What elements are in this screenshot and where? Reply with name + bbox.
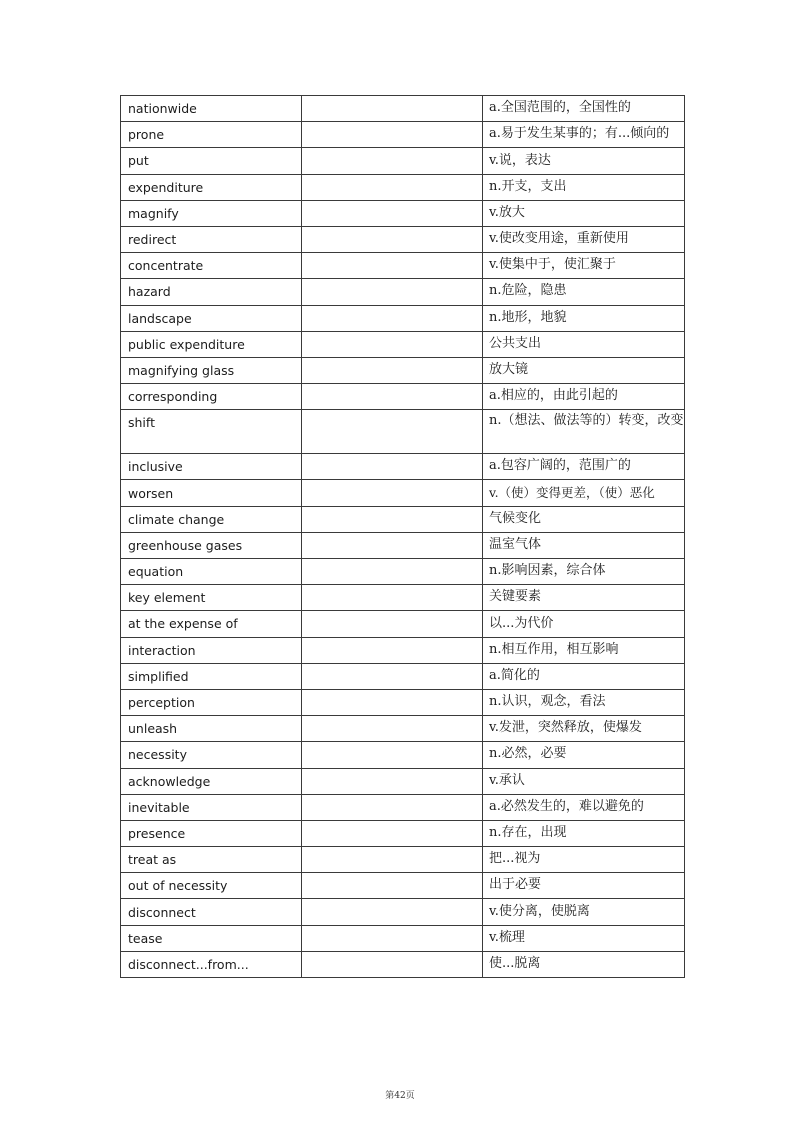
- blank-cell: [302, 559, 483, 585]
- table-row: [121, 794, 685, 820]
- meaning-cell: v.（使）变得更差，（使）恶化: [483, 480, 685, 506]
- meaning-cell: v.说，表达: [483, 148, 685, 174]
- blank-cell: [302, 689, 483, 715]
- table-row: [121, 559, 685, 585]
- blank-cell: [302, 820, 483, 846]
- word-cell: necessity: [121, 742, 302, 768]
- table-row: [121, 716, 685, 742]
- blank-cell: [302, 611, 483, 637]
- blank-cell: [302, 148, 483, 174]
- meaning-cell: n.必然，必要: [483, 742, 685, 768]
- meaning-cell: v.发泄，突然释放，使爆发: [483, 716, 685, 742]
- meaning-cell: v.承认: [483, 768, 685, 794]
- blank-cell: [302, 331, 483, 357]
- meaning-cell: n.危险，隐患: [483, 279, 685, 305]
- table-row: [121, 847, 685, 873]
- table-row: [121, 200, 685, 226]
- meaning-cell: v.使改变用途，重新使用: [483, 226, 685, 252]
- table-row: [121, 663, 685, 689]
- table-row: [121, 532, 685, 558]
- blank-cell: [302, 663, 483, 689]
- meaning-cell: v.梳理: [483, 925, 685, 951]
- meaning-cell: v.使集中于，使汇聚于: [483, 253, 685, 279]
- meaning-cell: n.相互作用，相互影响: [483, 637, 685, 663]
- blank-cell: [302, 357, 483, 383]
- meaning-cell: n.开支，支出: [483, 174, 685, 200]
- word-cell: public expenditure: [121, 331, 302, 357]
- meaning-cell: n.地形，地貌: [483, 305, 685, 331]
- table-row: [121, 357, 685, 383]
- meaning-cell: n.（想法、做法等的）转变，改变: [483, 410, 685, 454]
- table-row: [121, 279, 685, 305]
- blank-cell: [302, 532, 483, 558]
- meaning-cell: a.相应的，由此引起的: [483, 384, 685, 410]
- blank-cell: [302, 768, 483, 794]
- meaning-cell: n.存在，出现: [483, 820, 685, 846]
- meaning-cell: 把...视为: [483, 847, 685, 873]
- word-cell: magnify: [121, 200, 302, 226]
- meaning-cell: n.认识，观念，看法: [483, 689, 685, 715]
- blank-cell: [302, 226, 483, 252]
- meaning-cell: a.必然发生的，难以避免的: [483, 794, 685, 820]
- table-row: [121, 253, 685, 279]
- table-row: [121, 305, 685, 331]
- word-cell: redirect: [121, 226, 302, 252]
- meaning-cell: 放大镜: [483, 357, 685, 383]
- table-row: [121, 585, 685, 611]
- blank-cell: [302, 847, 483, 873]
- table-row: [121, 384, 685, 410]
- table-row: [121, 637, 685, 663]
- word-cell: concentrate: [121, 253, 302, 279]
- blank-cell: [302, 253, 483, 279]
- table-row: [121, 925, 685, 951]
- word-cell: inevitable: [121, 794, 302, 820]
- blank-cell: [302, 200, 483, 226]
- blank-cell: [302, 716, 483, 742]
- meaning-cell: a.易于发生某事的；有...倾向的: [483, 122, 685, 148]
- table-row: [121, 454, 685, 480]
- table-row: [121, 122, 685, 148]
- meaning-cell: a.全国范围的，全国性的: [483, 96, 685, 122]
- meaning-cell: v.使分离，使脱离: [483, 899, 685, 925]
- word-cell: tease: [121, 925, 302, 951]
- table-row: [121, 506, 685, 532]
- table-row: [121, 96, 685, 122]
- blank-cell: [302, 279, 483, 305]
- meaning-cell: v.放大: [483, 200, 685, 226]
- blank-cell: [302, 305, 483, 331]
- blank-cell: [302, 899, 483, 925]
- vocabulary-table-body: [121, 96, 685, 978]
- table-row: [121, 331, 685, 357]
- blank-cell: [302, 122, 483, 148]
- meaning-cell: 关键要素: [483, 585, 685, 611]
- table-row: [121, 174, 685, 200]
- table-row: [121, 611, 685, 637]
- word-cell: perception: [121, 689, 302, 715]
- word-cell: corresponding: [121, 384, 302, 410]
- word-cell: shift: [121, 410, 302, 454]
- meaning-cell: 温室气体: [483, 532, 685, 558]
- blank-cell: [302, 925, 483, 951]
- table-row: [121, 689, 685, 715]
- page-number: 第42页: [385, 1091, 415, 1101]
- meaning-cell: a.简化的: [483, 663, 685, 689]
- meaning-cell: 气候变化: [483, 506, 685, 532]
- blank-cell: [302, 410, 483, 454]
- blank-cell: [302, 96, 483, 122]
- word-cell: worsen: [121, 480, 302, 506]
- blank-cell: [302, 454, 483, 480]
- blank-cell: [302, 480, 483, 506]
- blank-cell: [302, 585, 483, 611]
- word-cell: equation: [121, 559, 302, 585]
- word-cell: interaction: [121, 637, 302, 663]
- word-cell: simplified: [121, 663, 302, 689]
- table-row: [121, 768, 685, 794]
- word-cell: acknowledge: [121, 768, 302, 794]
- word-cell: expenditure: [121, 174, 302, 200]
- meaning-cell: 出于必要: [483, 873, 685, 899]
- blank-cell: [302, 873, 483, 899]
- table-row: [121, 742, 685, 768]
- word-cell: magnifying glass: [121, 357, 302, 383]
- word-cell: key element: [121, 585, 302, 611]
- word-cell: inclusive: [121, 454, 302, 480]
- word-cell: presence: [121, 820, 302, 846]
- meaning-cell: 公共支出: [483, 331, 685, 357]
- vocabulary-table: [120, 95, 685, 978]
- word-cell: disconnect...from...: [121, 951, 302, 977]
- word-cell: nationwide: [121, 96, 302, 122]
- blank-cell: [302, 384, 483, 410]
- table-row: [121, 899, 685, 925]
- word-cell: disconnect: [121, 899, 302, 925]
- table-row: [121, 873, 685, 899]
- word-cell: out of necessity: [121, 873, 302, 899]
- word-cell: prone: [121, 122, 302, 148]
- blank-cell: [302, 174, 483, 200]
- word-cell: unleash: [121, 716, 302, 742]
- meaning-cell: 使...脱离: [483, 951, 685, 977]
- word-cell: landscape: [121, 305, 302, 331]
- blank-cell: [302, 637, 483, 663]
- blank-cell: [302, 951, 483, 977]
- blank-cell: [302, 506, 483, 532]
- word-cell: climate change: [121, 506, 302, 532]
- word-cell: hazard: [121, 279, 302, 305]
- word-cell: greenhouse gases: [121, 532, 302, 558]
- word-cell: treat as: [121, 847, 302, 873]
- table-row: [121, 226, 685, 252]
- word-cell: put: [121, 148, 302, 174]
- meaning-cell: 以...为代价: [483, 611, 685, 637]
- blank-cell: [302, 742, 483, 768]
- table-row: [121, 410, 685, 454]
- table-row: [121, 820, 685, 846]
- meaning-cell: n.影响因素，综合体: [483, 559, 685, 585]
- meaning-cell: a.包容广阔的，范围广的: [483, 454, 685, 480]
- table-row: [121, 148, 685, 174]
- blank-cell: [302, 794, 483, 820]
- table-row: [121, 480, 685, 506]
- word-cell: at the expense of: [121, 611, 302, 637]
- table-row: [121, 951, 685, 977]
